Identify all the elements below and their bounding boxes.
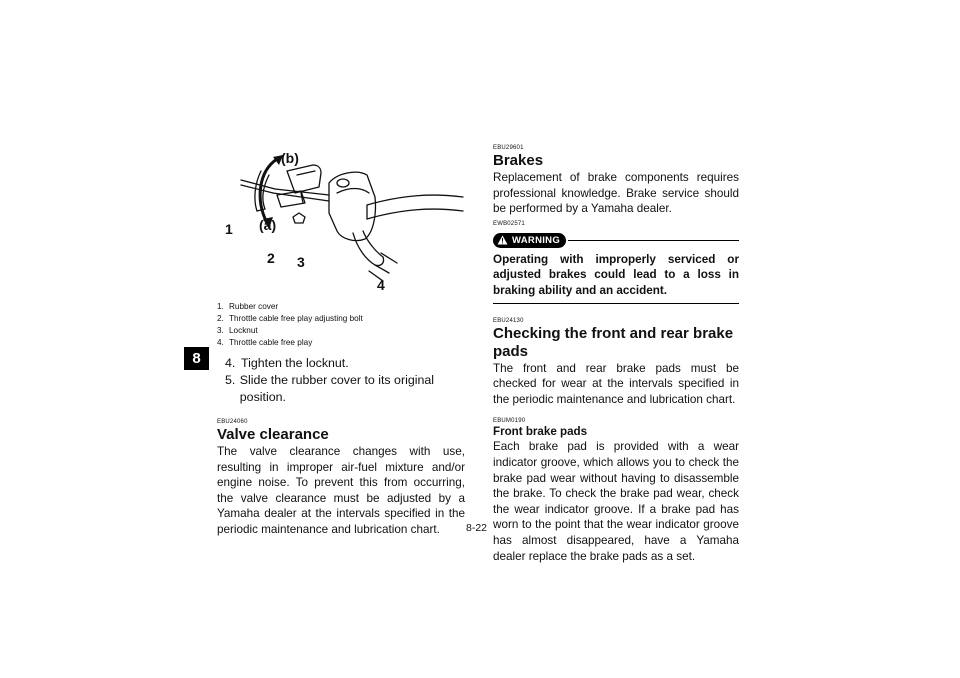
throttle-figure [217,135,465,295]
warning-rule [568,240,739,241]
front-brake-pads-body: Each brake pad is provided with a wear indicator groove, which allows you to check the brake pad wear without having to disassemble the brake. To check the brake pad wear, check the wear indicator groove. If a brake pad has worn to the point that the wear indicator groove has almost disappeared, have a Yamaha dealer replace the brake pads as a set. [493,440,739,563]
figure-label-a: (a) [259,217,277,233]
caption-item [217,301,465,313]
caption-text: Throttle cable free play adjusting bolt [229,314,363,323]
figure-label-2: 2 [267,250,275,266]
figure-label-3: 3 [297,254,305,270]
section-title-valve-clearance: Valve clearance [217,426,329,443]
warning-text: Operating with improperly serviced or adjusted brakes could lead to a loss in braking ability and an accident. [493,252,739,297]
warning-bottom-rule [493,303,739,304]
warning-code: EWB02571 [493,220,525,227]
left-column [217,135,465,538]
section-code: EBUM0190 [493,418,526,425]
figure-captions [217,301,465,349]
section-title-front-brake-pads: Front brake pads [493,425,588,439]
warning-label: WARNING [512,234,561,246]
right-column [493,144,739,564]
section-code: EBU24130 [493,317,524,324]
warning-header [493,233,739,248]
warning-triangle-icon [497,235,508,245]
step-number: 4. [225,356,236,370]
caption-text: Locknut [229,326,258,335]
chapter-tab: 8 [184,347,209,370]
valve-clearance-body: The valve clearance changes with use, resulting in improper air-fuel mixture and/or engine noise. To prevent this from occurring, the valve clearance must be adjusted by a Yamaha dealer at the intervals specified in the periodic maintenance and lubrication chart. [217,445,465,536]
caption-item [217,337,465,349]
section-code: EBU29601 [493,145,524,151]
page-number: 8-22 [466,522,488,534]
caption-item [217,313,465,325]
step-text: Tighten the locknut. [241,356,349,370]
caption-number: 2. [217,314,224,323]
step-item [217,355,465,372]
warning-badge [493,233,566,248]
step-item [217,372,465,406]
caption-number: 4. [217,338,224,347]
caption-text: Rubber cover [229,302,279,311]
section-code: EBU24060 [217,419,248,425]
step-list [217,355,465,406]
section-title-brake-pads: Checking the front and rear brake pads [493,324,734,360]
figure-label-b: (b) [281,150,299,166]
brake-pads-body: The front and rear brake pads must be checked for wear at the intervals specified in the periodic maintenance and lubrication chart. [493,361,739,406]
step-number: 5. [225,373,236,387]
figure-label-1: 1 [225,221,233,237]
handlebar-illustration [217,135,465,295]
figure-label-4: 4 [377,277,385,293]
caption-item [217,325,465,337]
section-title-brakes: Brakes [493,152,544,169]
brakes-body: Replacement of brake components requires professional knowledge. Brake service should be performed by a Yamaha dealer. [493,171,739,216]
caption-number: 1. [217,302,224,311]
caption-number: 3. [217,326,224,335]
step-text: Slide the rubber cover to its original position. [239,373,435,404]
caption-text: Throttle cable free play [229,338,313,347]
